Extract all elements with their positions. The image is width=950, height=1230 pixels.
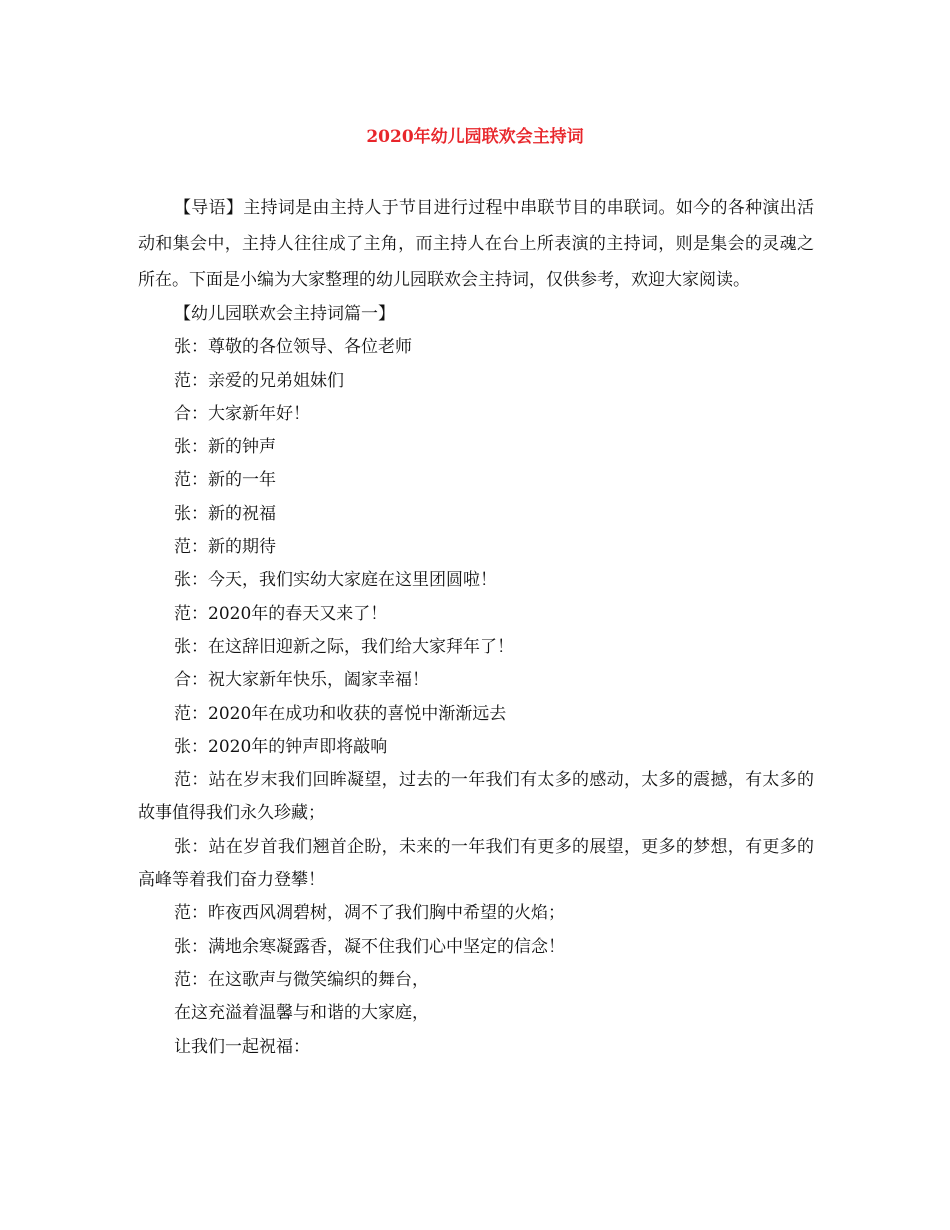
script-line: 张：2020年的钟声即将敲响 [174, 736, 388, 757]
script-line: 张：新的祝福 [174, 503, 276, 524]
script-line: 张：新的钟声 [174, 437, 276, 458]
script-line: 张：满地余寒凝露香，凝不住我们心中坚定的信念！ [174, 936, 565, 957]
script-line: 范：2020年在成功和收获的喜悦中渐渐远去 [174, 703, 507, 724]
script-line: 范：新的一年 [174, 470, 276, 491]
script-line: 张：今天，我们实幼大家庭在这里团圆啦！ [174, 570, 497, 591]
script-line: 在这充溢着温馨与和谐的大家庭， [174, 1003, 429, 1024]
document-title: 2020年幼儿园联欢会主持词 [366, 127, 584, 147]
document-body [138, 190, 814, 1064]
script-line: 让我们一起祝福： [174, 1036, 310, 1057]
script-line: 合：大家新年好！ [174, 403, 310, 424]
script-line: 范：昨夜西风凋碧树，凋不了我们胸中希望的火焰； [174, 903, 565, 924]
section-heading: 【幼儿园联欢会主持词篇一】 [174, 304, 395, 324]
script-line: 范：新的期待 [174, 537, 276, 558]
intro-paragraph: 【导语】主持词是由主持人于节目进行过程中串联节目的串联词。如今的各种演出活动和集会中，主持人往往成了主角，而主持人在台上所表演的主持词，则是集会的灵魂之所在。下面是小编为大家整理的幼儿园联欢会主持词，仅供参考，欢迎大家阅读。 [138, 198, 814, 290]
script-line: 张：站在岁首我们翘首企盼，未来的一年我们有更多的展望，更多的梦想，有更多的高峰等着我们奋力登攀！ [138, 836, 814, 891]
script-line: 合：祝大家新年快乐，阖家幸福！ [174, 670, 429, 691]
script-line: 范：亲爱的兄弟姐妹们 [174, 370, 344, 391]
script-line: 张：在这辞旧迎新之际，我们给大家拜年了！ [174, 636, 514, 657]
script-line: 张：尊敬的各位领导、各位老师 [174, 337, 412, 358]
script-line: 范：站在岁末我们回眸凝望，过去的一年我们有太多的感动，太多的震撼，有太多的故事值得我们永久珍藏； [138, 770, 814, 824]
script-line: 范：2020年的春天又来了！ [174, 603, 388, 624]
script-line: 范：在这歌声与微笑编织的舞台， [174, 969, 429, 990]
